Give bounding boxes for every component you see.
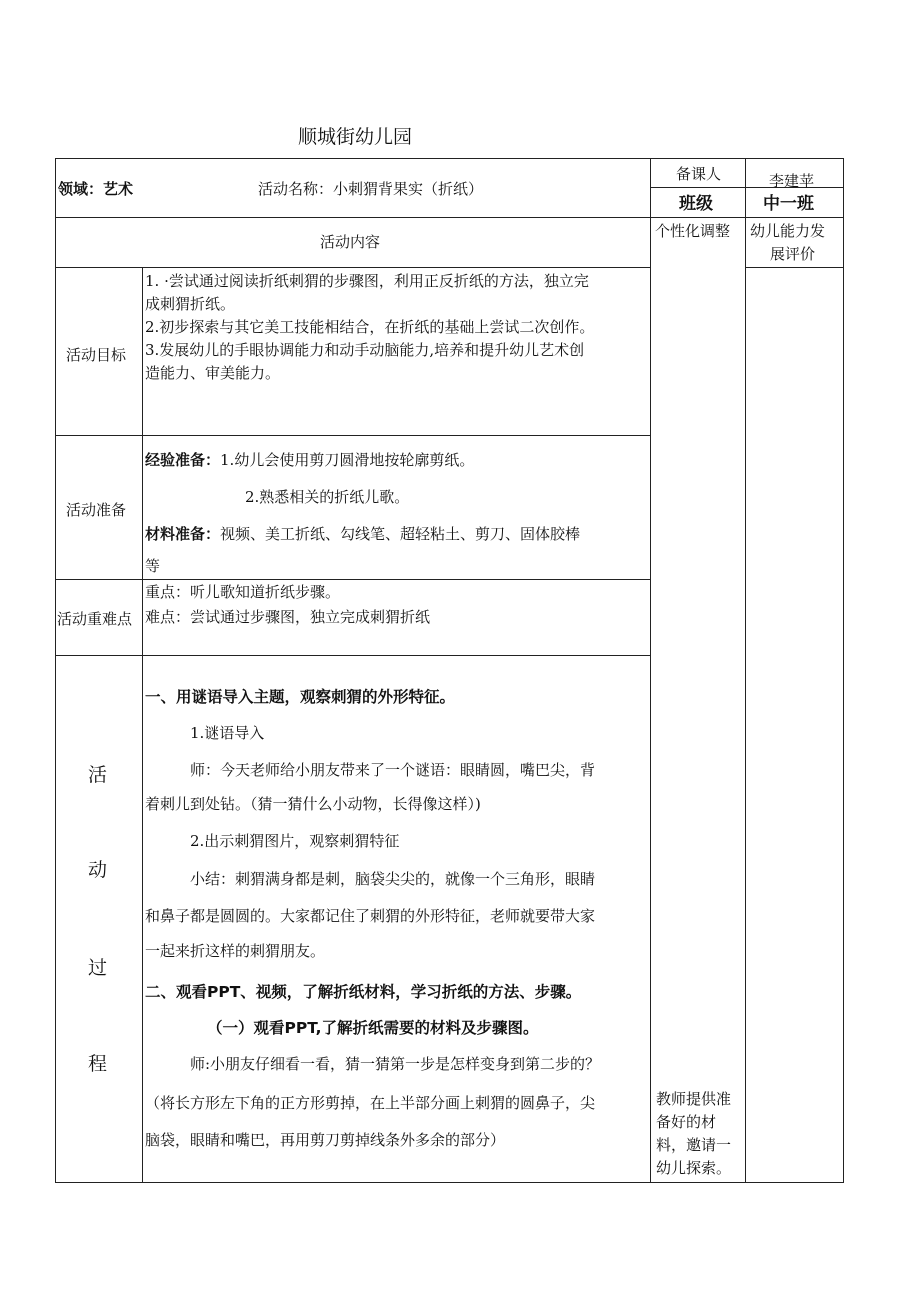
step-title: 1.谜语导入 xyxy=(190,724,265,742)
section-title: 二、观看PPT、视频，了解折纸材料，学习折纸的方法、步骤。 xyxy=(145,983,582,1001)
eval-label: 幼儿能力发 xyxy=(750,222,826,240)
experience-title: 经验准备： xyxy=(145,451,221,469)
goals-label: 活动目标 xyxy=(66,346,127,364)
process-label-char: 动 xyxy=(88,859,108,881)
rule xyxy=(142,267,143,1183)
rule xyxy=(650,187,844,188)
goal-line: 造能力、审美能力。 xyxy=(145,364,281,382)
rule xyxy=(843,158,844,1183)
rule xyxy=(745,158,746,1183)
material-text: 视频、美工折纸、勾线笔、超轻粘土、剪刀、固体胶棒 xyxy=(220,525,581,543)
rule xyxy=(55,1182,844,1183)
prep-label: 活动准备 xyxy=(66,501,127,519)
rule xyxy=(55,267,650,268)
goals-text xyxy=(145,270,594,385)
adjustment-line: 料，邀请一 xyxy=(656,1136,732,1154)
experience-item: 2.熟悉相关的折纸儿歌。 xyxy=(245,488,410,506)
process-note: （将长方形左下角的正方形剪掉，在上半部分画上刺猬的圆鼻子，尖 xyxy=(145,1094,596,1112)
rule xyxy=(55,579,650,580)
class-value: 中一班 xyxy=(763,194,814,214)
rule xyxy=(745,267,844,268)
rule xyxy=(55,435,650,436)
experience-prep xyxy=(145,449,474,471)
eval-label: 展评价 xyxy=(770,245,816,263)
goal-line: 1. ·尝试通过阅读折纸刺猬的步骤图，利用正反折纸的方法，独立完 xyxy=(145,272,589,290)
goal-line: 成刺猬折纸。 xyxy=(145,295,236,313)
summary-line: 小结：刺猬满身都是刺，脑袋尖尖的，就像一个三角形，眼睛 xyxy=(190,870,596,888)
rule xyxy=(55,655,650,656)
goal-line: 3.发展幼儿的手眼协调能力和动手动脑能力,培养和提升幼儿艺术创 xyxy=(145,341,585,359)
teacher-line: 着刺儿到处钻。（猜一猜什么小动物，长得像这样）) xyxy=(145,795,481,813)
goal-line: 2.初步探索与其它美工技能相结合，在折纸的基础上尝试二次创作。 xyxy=(145,318,595,336)
preparer-label: 备课人 xyxy=(676,165,722,183)
experience-item: 1.幼儿会使用剪刀圆滑地按轮廓剪纸。 xyxy=(220,451,475,469)
material-text: 等 xyxy=(145,557,161,575)
rule xyxy=(55,158,844,159)
keypoints-label: 活动重难点 xyxy=(57,610,133,628)
domain-label: 领域：艺术 xyxy=(58,180,134,198)
step-title: 2.出示刺猬图片，观察刺猬特征 xyxy=(190,832,400,850)
process-label-char: 程 xyxy=(88,1053,108,1075)
process-label-char: 过 xyxy=(88,957,108,979)
key-point: 重点：听儿歌知道折纸步骤。 xyxy=(145,583,341,601)
summary-line: 一起来折这样的刺猬朋友。 xyxy=(145,942,326,960)
activity-name: 活动名称：小刺猬背果实（折纸） xyxy=(258,180,484,198)
adjustment-line: 备好的材 xyxy=(656,1113,717,1131)
page-title: 顺城街幼儿园 xyxy=(298,126,413,148)
summary-line: 和鼻子都是圆圆的。大家都记住了刺猬的外形特征，老师就要带大家 xyxy=(145,907,596,925)
teacher-line: 师：今天老师给小朋友带来了一个谜语：眼睛圆，嘴巴尖，背 xyxy=(190,761,596,779)
section-title: 一、用谜语导入主题，观察刺猬的外形特征。 xyxy=(145,688,456,706)
adjustment-note xyxy=(656,1088,731,1180)
adjust-label: 个性化调整 xyxy=(655,222,731,240)
material-title: 材料准备： xyxy=(145,525,221,543)
class-label: 班级 xyxy=(679,194,713,214)
adjustment-line: 教师提供准 xyxy=(656,1090,732,1108)
teacher-line: 师:小朋友仔细看一看，猜一猜第一步是怎样变身到第二步的？ xyxy=(190,1055,601,1073)
rule xyxy=(55,158,56,1183)
subsection-title: （一）观看PPT,了解折纸需要的材料及步骤图。 xyxy=(207,1019,539,1037)
content-label: 活动内容 xyxy=(320,233,381,251)
process-label-char: 活 xyxy=(88,764,108,786)
process-note: 脑袋，眼睛和嘴巴，再用剪刀剪掉线条外多余的部分） xyxy=(145,1131,506,1149)
rule xyxy=(55,217,844,218)
preparer-value: 李建苹 xyxy=(769,172,815,190)
material-prep xyxy=(145,523,580,545)
rule xyxy=(650,158,651,1183)
adjustment-line: 幼儿探索。 xyxy=(656,1159,732,1177)
difficult-point: 难点：尝试通过步骤图，独立完成刺猬折纸 xyxy=(145,608,431,626)
